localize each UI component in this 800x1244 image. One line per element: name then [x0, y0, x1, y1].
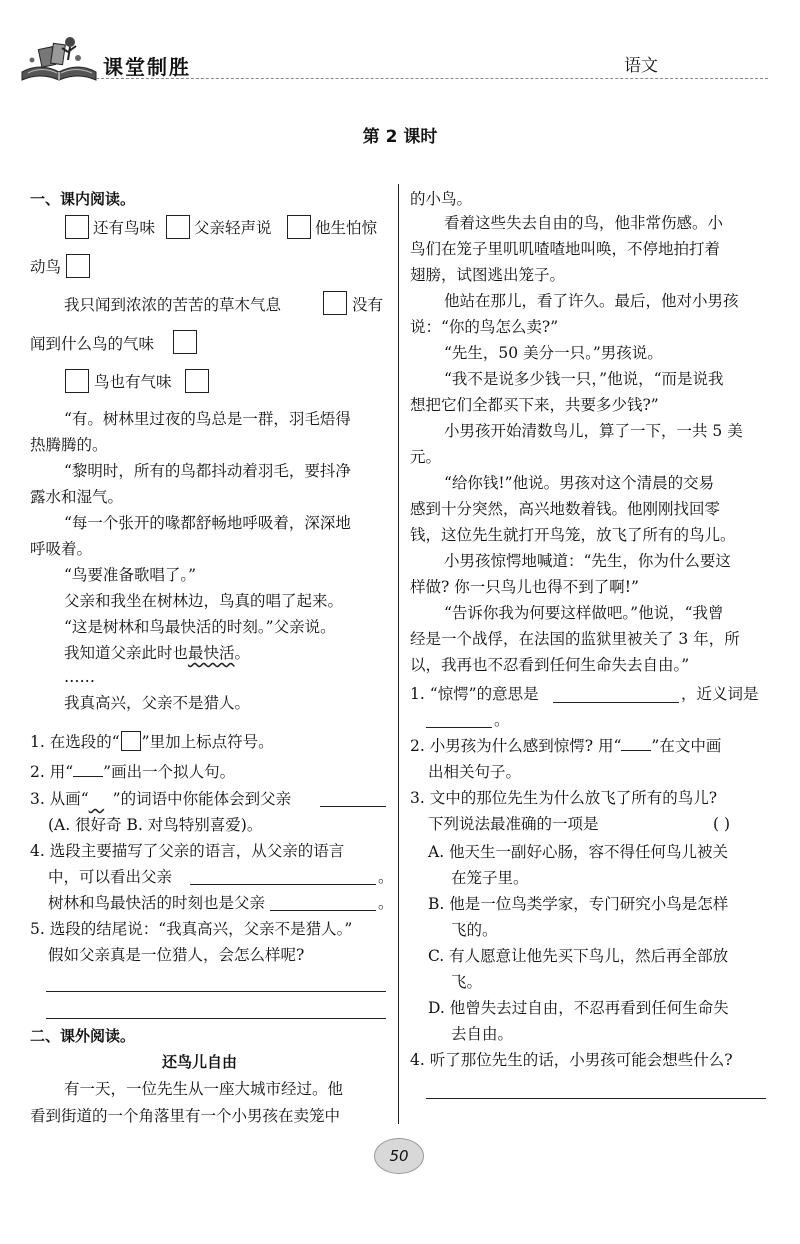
rq-3-line2: 下列说法最准确的一项是 [428, 815, 599, 833]
option-b: B. 他是一位鸟类学家，专门研究小鸟是怎样 [428, 895, 729, 913]
passage-text: “鸟要准备歌唱了。” [64, 566, 197, 584]
ellipsis: …… [64, 668, 95, 686]
option-c-line2: 飞。 [451, 973, 483, 991]
question-4-line3: 树林和鸟最快活的时刻也是父亲 [48, 894, 266, 912]
lesson-title: 第 2 课时 [362, 127, 438, 147]
story-text: “先生，50 美分一只。”男孩说。 [444, 344, 663, 362]
section2-title: 二、课外阅读。 [30, 1027, 136, 1045]
passage-text: 他生怕惊 [315, 219, 378, 237]
story-text: 想把它们全都买下来，共要多少钱?” [410, 396, 659, 414]
rq-2-line2: 出相关句子。 [428, 763, 522, 781]
brand-title: 课堂制胜 [103, 55, 191, 79]
passage-text: “每一个张开的喙都舒畅地呼吸着，深深地 [64, 514, 351, 532]
passage-text: 我知道父亲此时也最快活。 [64, 644, 251, 662]
punctuation-box[interactable] [287, 215, 311, 239]
answer-blank[interactable] [553, 702, 679, 703]
answer-paren[interactable]: ( ) [713, 815, 731, 833]
story-title: 还鸟儿自由 [162, 1053, 238, 1071]
book-logo-icon [18, 32, 100, 86]
story-text: 经是一个战俘，在法国的监狱里被关了 3 年，所 [410, 630, 740, 648]
story-text: 感到十分突然，高兴地数着钱。他刚刚找回零 [410, 500, 721, 518]
punctuation-box[interactable] [66, 254, 90, 278]
question-4: 4. 选段主要描写了父亲的语言，从父亲的语言 [30, 842, 345, 860]
punctuation-box[interactable] [65, 215, 89, 239]
passage-text: 热腾腾的。 [30, 436, 108, 454]
question-4-line2: 中，可以看出父亲 [48, 868, 173, 886]
passage-text: 还有鸟味 [93, 219, 156, 237]
answer-line[interactable] [426, 1098, 766, 1099]
story-text: 样做? 你一只鸟儿也得不到了啊!” [410, 578, 639, 596]
header-divider [96, 78, 768, 79]
answer-blank[interactable] [426, 727, 492, 728]
rq-2: 2. 小男孩为什么感到惊愕? 用“ ”在文中画 [410, 737, 722, 755]
story-text: 元。 [410, 448, 442, 466]
story-text: 看到街道的一个角落里有一个小男孩在卖笼中 [30, 1107, 341, 1125]
punctuation-box[interactable] [323, 291, 347, 315]
passage-text: 闻到什么鸟的气味 [30, 335, 155, 353]
story-text: “我不是说多少钱一只，”他说，“而是说我 [444, 370, 724, 388]
rq-4: 4. 听了那位先生的话，小男孩可能会想些什么? [410, 1051, 733, 1069]
passage-text: 父亲轻声说 [194, 219, 272, 237]
passage-text: 我只闻到浓浓的苦苦的草木气息 [64, 296, 282, 314]
answer-blank[interactable] [270, 910, 376, 911]
story-text: 翅膀，试图逃出笼子。 [410, 266, 566, 284]
question-3: 3. 从画“ ”的词语中你能体会到父亲 [30, 790, 292, 808]
answer-blank[interactable] [190, 884, 376, 885]
story-text: “给你钱!”他说。男孩对这个清晨的交易 [444, 474, 715, 492]
subject-label: 语文 [624, 56, 658, 76]
rq-3: 3. 文中的那位先生为什么放飞了所有的鸟儿? [410, 789, 718, 807]
passage-text: 父亲和我坐在树林边，鸟真的唱了起来。 [64, 592, 344, 610]
punctuation-box[interactable] [173, 330, 197, 354]
story-text: 看着这些失去自由的鸟，他非常伤感。小 [444, 214, 724, 232]
story-text: 小男孩开始清数鸟儿，算了一下，一共 5 美 [444, 422, 743, 440]
option-a: A. 他天生一副好心肠，容不得任何鸟儿被关 [428, 843, 729, 861]
option-b-line2: 飞的。 [451, 921, 498, 939]
question-5: 5. 选段的结尾说：“我真高兴，父亲不是猎人。” [30, 920, 353, 938]
passage-text: 没有 [352, 296, 384, 314]
story-text: 鸟们在笼子里叽叽喳喳地叫唤，不停地拍打着 [410, 240, 721, 258]
question-3-options: (A. 很好奇 B. 对鸟特别喜爱)。 [48, 816, 263, 834]
passage-text: “这是树林和鸟最快活的时刻。”父亲说。 [64, 618, 336, 636]
passage-text: 呼吸着。 [30, 540, 93, 558]
passage-text: 露水和湿气。 [30, 488, 124, 506]
story-text: 钱，这位先生就打开鸟笼，放飞了所有的鸟儿。 [410, 526, 736, 544]
rq-1: 1. “惊愕”的意思是 [410, 685, 539, 703]
punctuation-box-sample [121, 731, 141, 751]
punctuation-box[interactable] [65, 369, 89, 393]
question-1: 1. 在选段的“ ”里加上标点符号。 [30, 733, 274, 751]
answer-line[interactable] [46, 991, 386, 992]
answer-blank[interactable] [320, 806, 386, 807]
story-text: 有一天，一位先生从一座大城市经过。他 [64, 1080, 344, 1098]
story-text: 以，我再也不忍看到任何生命失去自由。” [410, 656, 690, 674]
section1-title: 一、课内阅读。 [30, 190, 136, 208]
passage-text: “黎明时，所有的鸟都抖动着羽毛，要抖净 [64, 462, 351, 480]
option-c: C. 有人愿意让他先买下鸟儿，然后再全部放 [428, 947, 729, 965]
passage-text: 我真高兴，父亲不是猎人。 [64, 694, 251, 712]
answer-line[interactable] [46, 1018, 386, 1019]
passage-text: 动鸟 [30, 258, 62, 276]
punctuation-box[interactable] [166, 215, 190, 239]
option-d-line2: 去自由。 [451, 1025, 514, 1043]
page-number: 50 [374, 1138, 424, 1174]
story-text: “告诉你我为何要这样做吧。”他说，“我曾 [444, 604, 724, 622]
option-d: D. 他曾失去过自由，不忍再看到任何生命失 [428, 999, 729, 1017]
story-text: 说：“你的鸟怎么卖?” [410, 318, 559, 336]
punctuation-box[interactable] [185, 369, 209, 393]
story-text: 小男孩惊愕地喊道：“先生，你为什么要这 [444, 552, 731, 570]
story-text: 他站在那儿，看了许久。最后，他对小男孩 [444, 292, 739, 310]
column-divider [398, 184, 399, 1124]
question-2: 2. 用“ ”画出一个拟人句。 [30, 763, 236, 781]
passage-text: “有。树林里过夜的鸟总是一群，羽毛焐得 [64, 410, 351, 428]
passage-text: 鸟也有气味 [94, 373, 172, 391]
wavy-underlined-word: 最快活 [188, 644, 235, 662]
question-5-line2: 假如父亲真是一位猎人，会怎么样呢? [48, 946, 305, 964]
option-a-line2: 在笼子里。 [451, 869, 529, 887]
story-text: 的小鸟。 [410, 190, 473, 208]
